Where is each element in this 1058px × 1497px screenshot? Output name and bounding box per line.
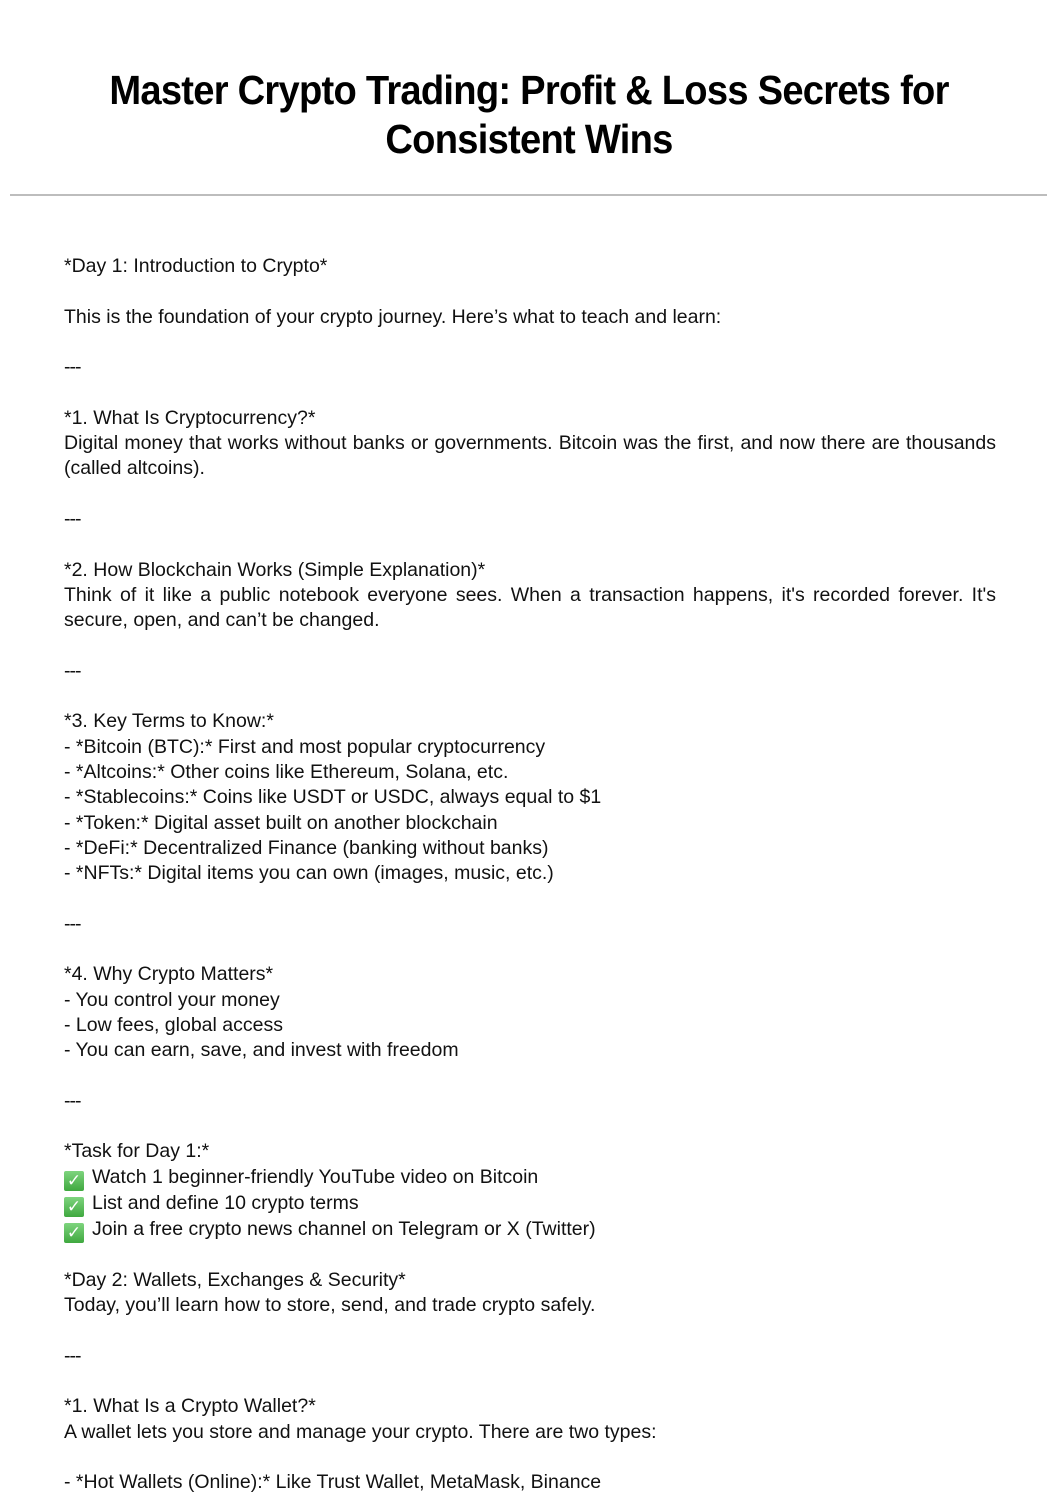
section-4-heading: *4. Why Crypto Matters* [64, 963, 274, 986]
blank-line [64, 1243, 996, 1268]
task-item [64, 1165, 996, 1191]
why-crypto-item: - You can earn, save, and invest with freedom [64, 1039, 459, 1062]
section-1-heading: *1. What Is Cryptocurrency?* [64, 406, 316, 429]
check-mark-icon: ✓ [64, 1197, 84, 1217]
document-title [37, 66, 1021, 164]
blank-line [64, 330, 996, 355]
blank-line [64, 937, 996, 962]
wallet-type-item: - *Hot Wallets (Online):* Like Trust Wallet, MetaMask, Binance [64, 1471, 602, 1494]
blank-line [64, 1369, 996, 1394]
document-body [64, 254, 996, 1496]
separator: --- [64, 1344, 81, 1367]
blank-line [64, 1319, 996, 1344]
day2-section-1-body: A wallet lets you store and manage your crypto. There are two types: [64, 1420, 657, 1443]
blank-line [64, 1114, 996, 1139]
key-term-item: - *Bitcoin (BTC):* First and most popular cryptocurrency [64, 735, 546, 758]
check-mark-icon: ✓ [64, 1171, 84, 1191]
task-item-label: Join a free crypto news channel on Telegram or X (Twitter) [92, 1217, 596, 1240]
separator: --- [64, 1089, 81, 1112]
why-crypto-item: - Low fees, global access [64, 1013, 283, 1036]
key-term-item: - *Token:* Digital asset built on another blockchain [64, 811, 498, 834]
title-divider [10, 194, 1047, 196]
section-1-body: Digital money that works without banks or governments. Bitcoin was the first, and now there are thousands (called altcoins). [64, 432, 996, 480]
task-item [64, 1191, 996, 1217]
blank-line [64, 633, 996, 658]
day1-heading: *Day 1: Introduction to Crypto* [64, 255, 328, 277]
blank-line [64, 482, 996, 507]
key-term-item: - *NFTs:* Digital items you can own (images, music, etc.) [64, 862, 554, 885]
separator: --- [64, 507, 81, 530]
blank-line [64, 279, 996, 304]
blank-line [64, 1445, 996, 1470]
section-2-heading: *2. How Blockchain Works (Simple Explanation)* [64, 558, 486, 581]
blank-line [64, 684, 996, 709]
task-item-label: List and define 10 crypto terms [92, 1191, 359, 1214]
why-crypto-item: - You control your money [64, 988, 280, 1011]
day2-intro: Today, you’ll learn how to store, send, and trade crypto safely. [64, 1294, 596, 1317]
separator: --- [64, 356, 81, 379]
blank-line [64, 532, 996, 557]
blank-line [64, 1064, 996, 1089]
task-heading: *Task for Day 1:* [64, 1140, 210, 1163]
title-line-1: Master Crypto Trading: Profit & Loss Secrets for [109, 67, 949, 113]
key-term-item: - *Altcoins:* Other coins like Ethereum, Solana, etc. [64, 760, 509, 783]
key-term-item: - *DeFi:* Decentralized Finance (banking without banks) [64, 836, 549, 859]
separator: --- [64, 659, 81, 682]
day2-heading: *Day 2: Wallets, Exchanges & Security* [64, 1268, 406, 1291]
section-3-heading: *3. Key Terms to Know:* [64, 710, 274, 733]
title-line-2: Consistent Wins [385, 116, 673, 162]
day2-section-1-heading: *1. What Is a Crypto Wallet?* [64, 1395, 316, 1418]
task-item [64, 1217, 996, 1243]
key-term-item: - *Stablecoins:* Coins like USDT or USDC, always equal to $1 [64, 786, 602, 809]
separator: --- [64, 912, 81, 935]
check-mark-icon: ✓ [64, 1223, 84, 1243]
section-2-body: Think of it like a public notebook everyone sees. When a transaction happens, it's recorded forever. It's secure, open, and can’t be changed. [64, 583, 996, 632]
task-item-label: Watch 1 beginner-friendly YouTube video on Bitcoin [92, 1165, 539, 1188]
blank-line [64, 886, 996, 911]
day1-intro: This is the foundation of your crypto journey. Here’s what to teach and learn: [64, 305, 722, 328]
blank-line [64, 380, 996, 405]
